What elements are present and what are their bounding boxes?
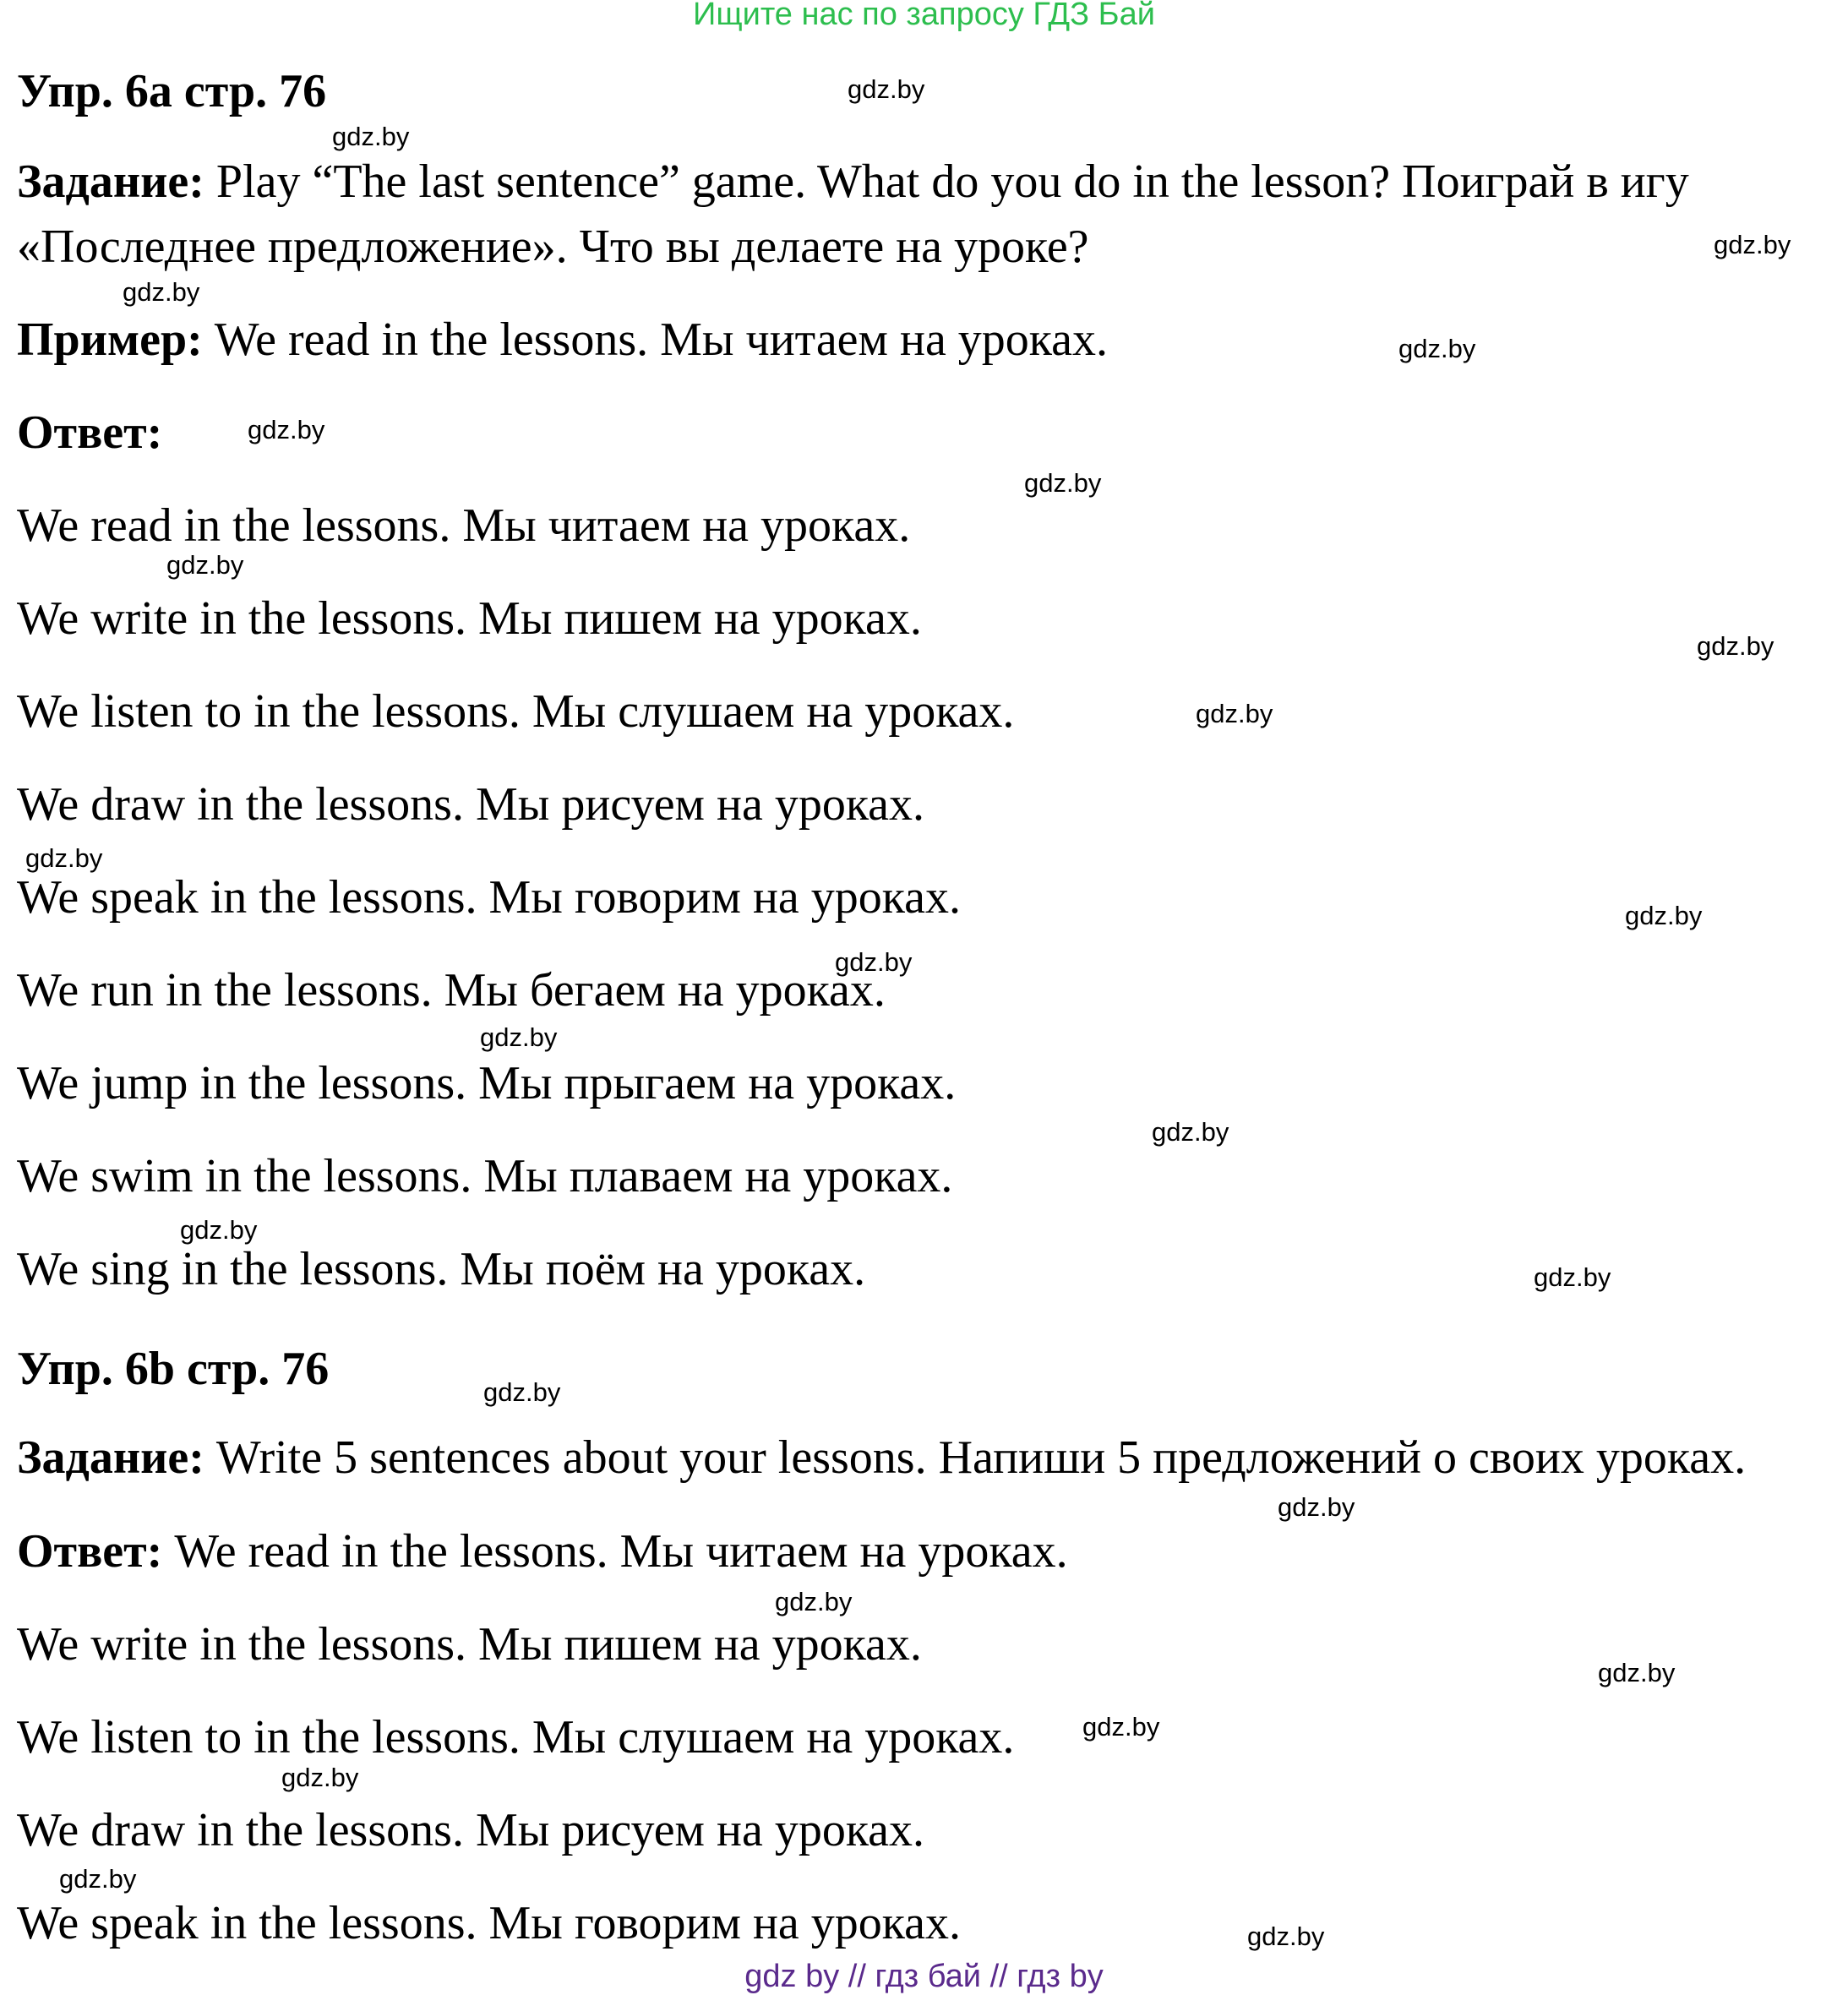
watermark: gdz.by	[1247, 1922, 1325, 1951]
watermark: gdz.by	[25, 843, 103, 873]
watermark: gdz.by	[281, 1763, 359, 1792]
top-banner: Ищите нас по запросу ГДЗ Бай	[693, 0, 1155, 32]
ex6b-answer-line: We draw in the lessons. Мы рисуем на уроках.	[17, 1804, 925, 1856]
ex6a-example-label: Пример:	[17, 313, 203, 366]
watermark: gdz.by	[1625, 901, 1703, 930]
ex6a-heading: Упр. 6а стр. 76	[17, 65, 327, 117]
watermark: gdz.by	[1398, 334, 1476, 363]
watermark: gdz.by	[835, 947, 913, 977]
watermark: gdz.by	[1152, 1117, 1229, 1147]
watermark: gdz.by	[1024, 468, 1102, 498]
ex6a-answer-line: We listen to in the lessons. Мы слушаем на уроках.	[17, 685, 1015, 738]
ex6a-task-text1: Play “The last sentence” game. What do you do in the lesson? Поиграй в игу	[215, 155, 1689, 208]
watermark: gdz.by	[1598, 1658, 1676, 1687]
ex6a-answer-line: We draw in the lessons. Мы рисуем на уроках.	[17, 778, 925, 831]
watermark: gdz.by	[59, 1864, 137, 1894]
ex6b-answer-line: We listen to in the lessons. Мы слушаем на уроках.	[17, 1711, 1015, 1763]
watermark: gdz.by	[248, 415, 325, 444]
ex6b-answer-label: Ответ:	[17, 1525, 163, 1578]
ex6b-answer-first: We read in the lessons. Мы читаем на уроках.	[174, 1525, 1068, 1578]
ex6a-answer-label: Ответ:	[17, 406, 163, 459]
ex6a-answer-line: We swim in the lessons. Мы плаваем на уроках.	[17, 1150, 953, 1202]
watermark: gdz.by	[480, 1022, 558, 1052]
watermark: gdz.by	[848, 74, 925, 104]
ex6b-heading: Упр. 6b стр. 76	[17, 1343, 330, 1395]
ex6a-answer-line: We jump in the lessons. Мы прыгаем на уроках.	[17, 1057, 957, 1109]
ex6b-task-label: Задание:	[17, 1431, 204, 1484]
ex6b-task	[17, 1431, 1747, 1484]
watermark: gdz.by	[1196, 699, 1273, 728]
ex6b-answer-line: We write in the lessons. Мы пишем на уроках.	[17, 1618, 922, 1671]
watermark: gdz.by	[1534, 1262, 1611, 1292]
ex6a-answer-line: We read in the lessons. Мы читаем на уроках.	[17, 499, 911, 552]
watermark: gdz.by	[1697, 631, 1774, 661]
watermark: gdz.by	[123, 277, 200, 307]
ex6a-example-text: We read in the lessons. Мы читаем на уроках.	[214, 313, 1109, 366]
ex6a-task-line1	[17, 155, 1689, 208]
ex6a-example	[17, 313, 1109, 366]
footer-links: gdz by // гдз бай // гдз by	[744, 1959, 1104, 1994]
ex6b-answer	[17, 1525, 1068, 1578]
watermark: gdz.by	[166, 550, 244, 580]
watermark: gdz.by	[483, 1377, 561, 1407]
ex6a-answer-line: We sing in the lessons. Мы поём на уроках.	[17, 1243, 866, 1295]
ex6a-answer-line: We run in the lessons. Мы бегаем на уроках.	[17, 964, 886, 1017]
ex6a-answer-line: We write in the lessons. Мы пишем на уроках.	[17, 592, 922, 645]
watermark: gdz.by	[1714, 230, 1791, 259]
ex6a-task-line2: «Последнее предложение». Что вы делаете на уроке?	[17, 221, 1089, 273]
ex6a-task-label: Задание:	[17, 155, 204, 208]
watermark: gdz.by	[180, 1215, 258, 1245]
watermark: gdz.by	[1082, 1712, 1160, 1742]
watermark: gdz.by	[775, 1587, 853, 1616]
watermark: gdz.by	[332, 122, 410, 151]
ex6b-task-text: Write 5 sentences about your lessons. Напиши 5 предложений о своих уроках.	[215, 1431, 1747, 1484]
watermark: gdz.by	[1278, 1492, 1355, 1522]
ex6a-answer-line: We speak in the lessons. Мы говорим на уроках.	[17, 871, 961, 924]
ex6b-answer-line: We speak in the lessons. Мы говорим на уроках.	[17, 1897, 961, 1949]
